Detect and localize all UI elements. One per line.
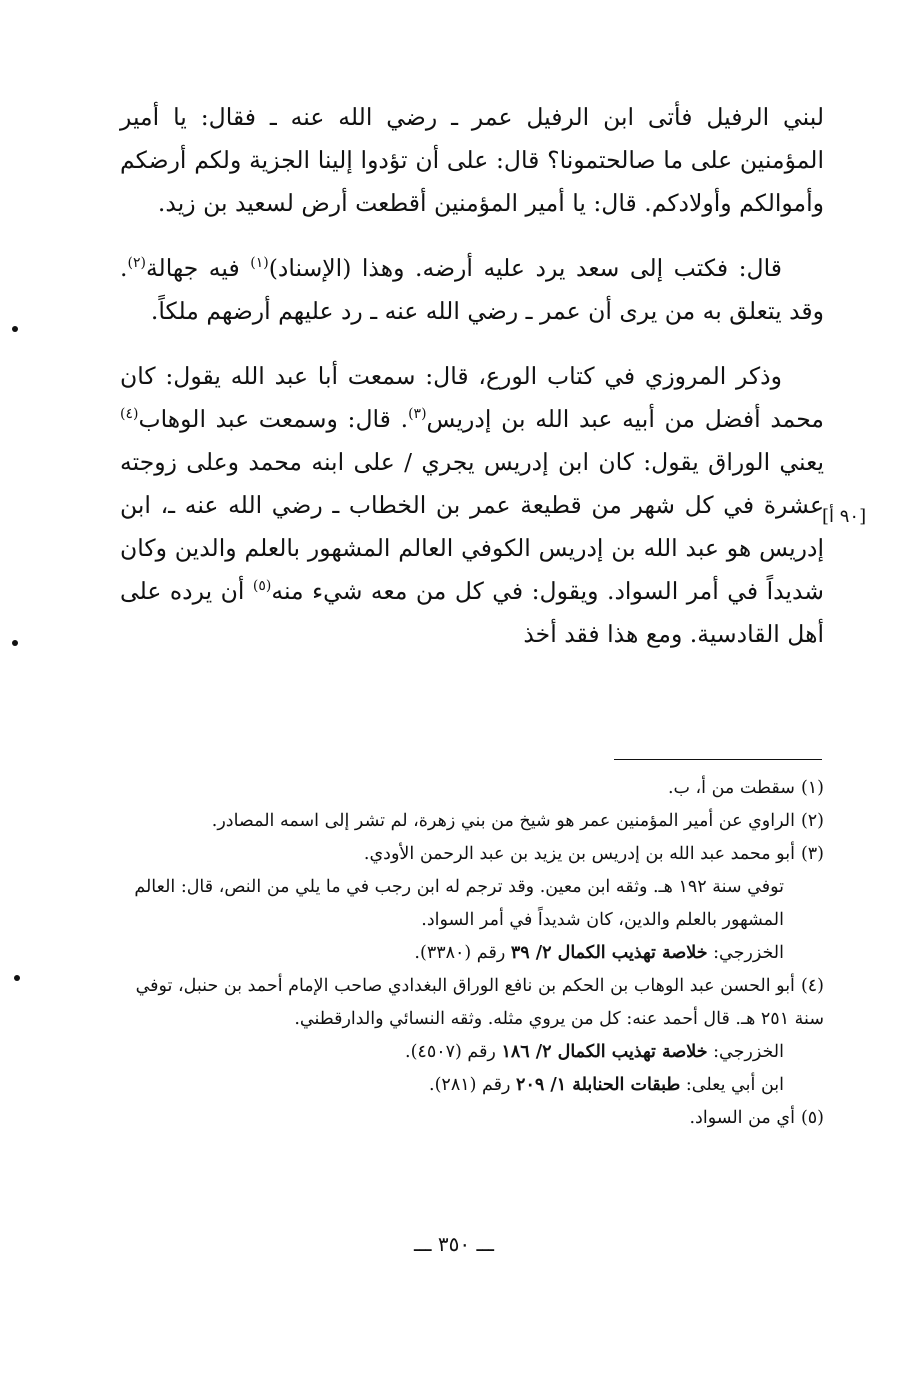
footnote-reference: (٤) (120, 406, 139, 423)
page-edge-mark (12, 326, 18, 332)
footnote-text: أبو الحسن عبد الوهاب بن الحكم بن نافع الوراق البغدادي صاحب الإمام أحمد بن حنبل، توفي سنة ٢٥١ هـ. قال أحمد عنه: كل من يروي مثله. وثقه النسائي والدارقطني. (135, 976, 824, 1029)
paragraph (120, 96, 824, 225)
footnote-number: (٣) (800, 844, 824, 864)
paragraph-text: . قال: وسمعت عبد الوهاب (138, 405, 409, 433)
footnotes (110, 772, 824, 1135)
footnote-separator (614, 759, 822, 760)
footnote-text: الراوي عن أمير المؤمنين عمر هو شيخ من بني زهرة، لم تشر إلى اسمه المصادر. (211, 811, 795, 831)
margin-folio-note: [٩٠ أ] (822, 506, 867, 527)
paragraph (120, 355, 824, 656)
footnote-text: الخزرجي: (707, 1042, 784, 1062)
page-edge-mark (12, 640, 18, 646)
page-number: ـــ ٣٥٠ ـــ (413, 1232, 495, 1256)
footnote-text: أي من السواد. (689, 1108, 795, 1128)
footnote-number: (١) (800, 778, 824, 798)
footnote-number: (٤) (800, 976, 824, 996)
footnote-number: (٢) (800, 811, 824, 831)
footnote-text: ابن أبي يعلى: (680, 1075, 784, 1095)
footnote (110, 1102, 824, 1135)
paragraph-text: أن يرده على أهل القادسية. ومع هذا فقد أخذ (120, 577, 824, 648)
paragraph-text: لبني الرفيل فأتى ابن الرفيل عمر ـ رضي الله عنه ـ فقال: يا أمير المؤمنين على ما صالحتمونا؟ قال: على أن تؤدوا إلينا الجزية ولكم أرضكم وأموالكم وأولادكم. قال: يا أمير المؤمنين أقطعت أرض لسعيد بن زيد. (120, 103, 824, 217)
paragraph-text: فيه جهالة (145, 254, 251, 282)
footnote (110, 838, 824, 871)
footnote-reference: (١) (250, 255, 269, 272)
footnote (110, 805, 824, 838)
footnote-text: رقم (٣٣٨٠). (414, 943, 511, 963)
footnote-text: الخزرجي: (707, 943, 784, 963)
main-text (120, 96, 824, 678)
footnote-text: أبو محمد عبد الله بن إدريس بن يزيد بن عبد الرحمن الأودي. (363, 844, 795, 864)
footnote-text: رقم (٢٨١). (429, 1075, 517, 1095)
footnote-text: رقم (٤٥٠٧). (405, 1042, 502, 1062)
footnote (110, 937, 824, 970)
footnote-source-title: طبقات الحنابلة ١/ ٢٠٩ (516, 1075, 681, 1095)
footnote-number: (٥) (800, 1108, 824, 1128)
footnote (110, 1069, 824, 1102)
paragraph-text: . وقد يتعلق به من يرى أن عمر ـ رضي الله عنه ـ رد عليهم أرضهم ملكاً. (120, 254, 824, 325)
paragraph (120, 247, 824, 333)
footnote (110, 1036, 824, 1069)
footnote (110, 970, 824, 1036)
paragraph-text: وذكر المروزي في كتاب الورع، قال: سمعت أبا عبد الله يقول: كان محمد أفضل من أبيه عبد الله بن إدريس (120, 362, 825, 433)
footnote-text: توفي سنة ١٩٢ هـ. وثقه ابن معين. وقد ترجم له ابن رجب في ما يلي من النص، قال: العالم المشهور بالعلم والدين، كان شديداً في أمر السواد. (134, 877, 784, 930)
footnote-reference: (٥) (252, 578, 272, 595)
footnote-text: سقطت من أ، ب. (667, 778, 795, 798)
page-edge-mark (14, 975, 20, 981)
footnote (110, 772, 824, 805)
footnote-reference: (٢) (127, 255, 146, 272)
footnote-source-title: خلاصة تهذيب الكمال ٢/ ٣٩ (510, 943, 708, 963)
footnote (110, 871, 824, 937)
footnote-source-title: خلاصة تهذيب الكمال ٢/ ١٨٦ (501, 1042, 708, 1062)
footnote-reference: (٣) (408, 406, 427, 423)
paragraph-text: قال: فكتب إلى سعد يرد عليه أرضه. وهذا (الإسناد) (268, 254, 782, 282)
paragraph-text: يعني الوراق يقول: كان ابن إدريس يجري / على ابنه محمد وعلى زوجته عشرة في كل شهر من قطيعة عمر بن الخطاب ـ رضي الله عنه ـ، ابن إدريس هو عبد الله بن إدريس الكوفي العالم المشهور بالعلم والدين وكان شديداً في أمر السواد. ويقول: في كل من معه شيء منه (120, 448, 824, 605)
